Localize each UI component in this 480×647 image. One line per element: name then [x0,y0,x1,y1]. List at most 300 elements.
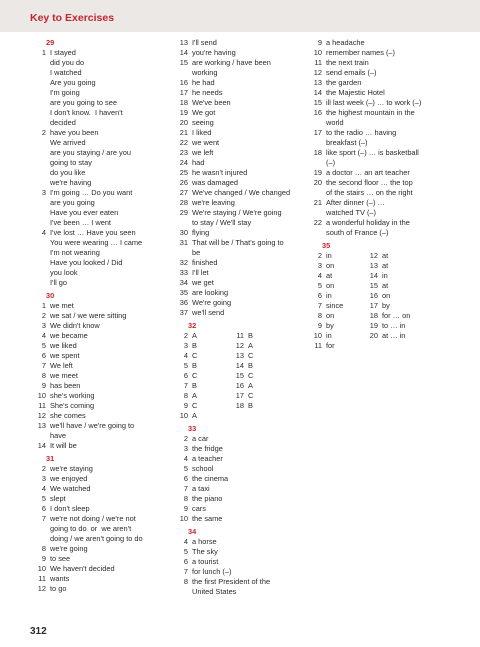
answer-text: by [382,301,390,310]
answer-text: he had [192,78,215,87]
answer-line [34,198,164,208]
answer-text: of the stairs … on the right [326,188,413,197]
answer-text: at [326,271,333,280]
answer-line [34,301,164,311]
answer-text: to see [50,554,71,563]
item-number: 37 [179,308,188,317]
item-number: 5 [41,341,46,350]
item-number: 22 [313,218,322,227]
answer-line [34,381,164,391]
answer-line [34,554,164,564]
answer-line [34,331,164,341]
item-number: 1 [41,48,46,57]
answer-pair [366,271,422,281]
answer-line [310,138,450,148]
answer-text: the next train [326,58,369,67]
item-number: 9 [183,401,188,410]
item-number: 14 [179,48,188,57]
item-number: 21 [313,198,322,207]
item-number: 3 [41,188,46,197]
answer-text: C [248,351,254,360]
answer-text: the garden [326,78,362,87]
item-number: 2 [41,128,46,137]
item-number [34,248,50,258]
item-number: 11 [314,341,322,350]
answer-text: B [248,401,253,410]
answer-line [176,464,308,474]
answer-text: the highest mountain in the [326,108,415,117]
answer-line [34,514,164,524]
answer-pair [366,311,422,321]
item-number: 36 [179,298,188,307]
item-number: 7 [183,484,188,493]
item-number [176,218,192,228]
item-number [34,158,50,168]
answer-line [34,311,164,321]
item-number: 20 [313,178,322,187]
answer-line [176,248,308,258]
answer-text: C [192,401,198,410]
answer-pair [366,321,422,331]
answer-pair [366,331,422,341]
answer-text: I don't sleep [50,504,90,513]
item-number: 13 [235,351,244,360]
item-number: 8 [317,311,322,320]
item-number: 6 [183,371,188,380]
answer-text: I'll send [192,38,217,47]
answer-line [176,88,308,98]
item-number [34,68,50,78]
answer-text: you're having [192,48,236,57]
answer-line [34,584,164,594]
answer-column-1 [34,38,164,594]
item-number: 11 [314,58,322,67]
answer-text: B [192,361,197,370]
answer-text: on [326,281,335,290]
answer-line [176,288,308,298]
exercise-section [176,321,308,421]
answer-grid-right [366,251,422,351]
answer-text: ill last week (–) … to work (–) [326,98,422,107]
item-number [34,98,50,108]
answer-line [176,577,308,587]
item-number [34,108,50,118]
item-number [34,431,50,441]
exercise-number: 31 [46,454,55,463]
answer-line [34,178,164,188]
answer-pair [176,411,232,421]
answer-text: the same [192,514,223,523]
item-number [34,278,50,288]
answer-text: a doctor … an art teacher [326,168,410,177]
answer-text: We've changed / We changed [192,188,291,197]
answer-text: I'm going [50,88,80,97]
answer-text: had [192,158,205,167]
item-number: 18 [179,98,188,107]
answer-line [176,168,308,178]
answer-text: for … on [382,311,411,320]
item-number: 4 [183,454,188,463]
item-number [34,258,50,268]
answer-text: at [382,281,389,290]
item-number [34,208,50,218]
answer-line [176,278,308,288]
answer-pair [176,381,232,391]
exercise-number: 34 [188,527,197,536]
answer-text: for lunch (–) [192,567,232,576]
answer-text: the first President of the [192,577,271,586]
answer-text: I'm not wearing [50,248,100,257]
answer-text: A [192,331,197,340]
answer-text: the fridge [192,444,223,453]
item-number: 13 [313,78,322,87]
answer-line [34,574,164,584]
item-number [310,158,326,168]
item-number: 2 [183,434,188,443]
item-number: 35 [179,288,188,297]
answer-line [176,128,308,138]
item-number: 12 [37,584,46,593]
answer-text: We didn't know [50,321,100,330]
answer-text: we meet [50,371,78,380]
item-number: 10 [313,331,322,340]
answer-line [34,441,164,451]
item-number: 33 [179,268,188,277]
answer-pair [232,351,288,361]
answer-line [310,158,450,168]
item-number: 17 [369,301,378,310]
answer-pair [176,331,232,341]
answer-text: a wonderful holiday in the [326,218,410,227]
item-number: 15 [313,98,322,107]
answer-text: at [382,251,389,260]
answer-text: you look [50,268,78,277]
answer-line [34,494,164,504]
answer-grid-right [232,331,288,421]
item-number: 5 [317,281,322,290]
answer-pair [310,281,366,291]
answer-text: A [192,411,197,420]
item-number [34,88,50,98]
item-number: 20 [369,331,378,340]
item-number: 18 [369,311,378,320]
answer-line [176,557,308,567]
item-number: 13 [369,261,378,270]
item-number: 7 [183,567,188,576]
answer-text: are working / have been [192,58,271,67]
item-number: 6 [183,557,188,566]
item-number: 11 [236,331,244,340]
answer-pair [366,261,422,271]
answer-text: on [382,291,391,300]
answer-text: C [248,391,254,400]
item-number: 7 [317,301,322,310]
item-number: 7 [41,361,46,370]
item-number: 8 [183,494,188,503]
answer-text: did you do [50,58,85,67]
answer-line [310,88,450,98]
answer-text: are looking [192,288,229,297]
answer-text: The sky [192,547,218,556]
item-number: 17 [179,88,188,97]
item-number: 3 [41,474,46,483]
answer-pair [176,401,232,411]
answer-line [176,268,308,278]
answer-text: a taxi [192,484,210,493]
answer-line [34,168,164,178]
answer-text: We're staying / We're going [192,208,282,217]
answer-line [34,208,164,218]
answer-pair [176,361,232,371]
item-number: 5 [183,361,188,370]
item-number [310,228,326,238]
answer-text: for [326,341,335,350]
answer-line [34,421,164,431]
answer-line [34,544,164,554]
item-number [34,534,50,544]
item-number: 12 [313,68,322,77]
answer-text: Are you going [50,78,96,87]
answer-text: We arrived [50,138,86,147]
answer-text: to the radio … having [326,128,397,137]
answer-text: I liked [192,128,212,137]
answer-text: After dinner (–) … [326,198,385,207]
exercise-section [310,38,450,238]
answer-line [34,158,164,168]
answer-line [34,248,164,258]
item-number: 22 [179,138,188,147]
answer-line [176,504,308,514]
answer-text: a horse [192,537,217,546]
answer-line [34,98,164,108]
item-number: 1 [41,301,46,310]
answer-line [34,218,164,228]
answer-line [34,88,164,98]
item-number: 13 [37,421,46,430]
exercise-number: 32 [188,321,197,330]
answer-text: We've been [192,98,231,107]
answer-text: flying [192,228,210,237]
item-number [34,218,50,228]
answer-line [34,128,164,138]
answer-text: do you like [50,168,86,177]
answer-line [176,514,308,524]
item-number: 10 [37,391,46,400]
answer-line [176,454,308,464]
answer-text: like sport (–) … is basketball [326,148,419,157]
item-number: 9 [41,381,46,390]
item-number: 4 [183,537,188,546]
exercise-number: 29 [46,38,55,47]
answer-text: to go [50,584,67,593]
answer-line [176,474,308,484]
item-number: 6 [41,351,46,360]
answer-line [176,228,308,238]
answer-line [176,238,308,248]
answer-line [310,118,450,128]
answer-text: United States [192,587,237,596]
answer-line [34,188,164,198]
answer-pair [310,251,366,261]
page-header [0,0,480,32]
answer-text: a headache [326,38,365,47]
item-number: 15 [369,281,378,290]
answer-text: a car [192,434,209,443]
answer-text: cars [192,504,206,513]
answer-text: we'll send [192,308,225,317]
exercise-section [176,38,308,318]
item-number: 5 [41,494,46,503]
answer-text: breakfast (–) [326,138,368,147]
answer-pair [366,291,422,301]
item-number: 15 [235,371,244,380]
answer-text: finished [192,258,218,267]
item-number: 5 [183,464,188,473]
item-number: 2 [41,464,46,473]
item-number [34,524,50,534]
answer-grid-left [176,331,232,421]
answer-pair [232,391,288,401]
answer-line [34,238,164,248]
answer-pair [176,391,232,401]
answer-text: we enjoyed [50,474,88,483]
answer-line [176,148,308,158]
item-number: 2 [41,311,46,320]
item-number: 28 [179,198,188,207]
answer-text: We're going [192,298,232,307]
item-number: 9 [183,504,188,513]
page-title: Key to Exercises [30,12,115,24]
answer-line [34,484,164,494]
answer-text: We haven't decided [50,564,115,573]
answer-text: was damaged [192,178,239,187]
item-number: 5 [183,547,188,556]
item-number [34,148,50,158]
answer-column-2 [176,38,308,597]
answer-line [34,361,164,371]
answer-grid-left [310,251,366,351]
item-number [34,178,50,188]
answer-grid [310,251,450,351]
answer-text: C [192,371,198,380]
item-number [176,248,192,258]
answer-text: slept [50,494,66,503]
item-number: 26 [179,178,188,187]
item-number: 14 [313,88,322,97]
item-number: 16 [369,291,378,300]
item-number: 11 [38,574,46,583]
item-number: 8 [183,577,188,586]
answer-line [34,48,164,58]
answer-text: on [326,311,335,320]
answer-line [176,48,308,58]
answer-pair [176,341,232,351]
answer-line [176,444,308,454]
answer-text: You were wearing … I came [50,238,143,247]
exercise-section [176,424,308,524]
answer-text: Have you looked / Did [50,258,123,267]
exercise-section [34,38,164,288]
item-number: 6 [317,291,322,300]
answer-text: at … in [382,331,406,340]
answer-text: the Majestic Hotel [326,88,385,97]
answer-text: we became [50,331,88,340]
answer-text: That will be / That's going to [192,238,284,247]
answer-text: A [248,381,253,390]
item-number: 10 [179,411,188,420]
answer-line [176,58,308,68]
answer-text: she's working [50,391,95,400]
answer-line [310,178,450,188]
page-number: 312 [30,626,47,637]
answer-text: have you been [50,128,99,137]
answer-line [176,108,308,118]
answer-text: in [382,271,388,280]
item-number: 3 [183,341,188,350]
answer-pair [366,301,422,311]
item-number: 10 [179,514,188,523]
answer-line [310,228,450,238]
answer-text: we're having [50,178,92,187]
answer-line [34,504,164,514]
answer-text: the cinema [192,474,229,483]
answer-line [310,48,450,58]
answer-text: It will be [50,441,77,450]
item-number: 19 [313,168,322,177]
answer-text: she comes [50,411,86,420]
answer-line [310,68,450,78]
item-number: 16 [313,108,322,117]
answer-line [176,308,308,318]
answer-text: send emails (–) [326,68,377,77]
answer-line [176,208,308,218]
answer-pair [310,271,366,281]
answer-text: going to do or we aren't [50,524,132,533]
answer-line [310,148,450,158]
answer-line [34,68,164,78]
answer-text: We watched [50,484,91,493]
answer-pair [232,341,288,351]
answer-text: I don't know. I haven't [50,108,123,117]
answer-line [310,168,450,178]
item-number: 17 [313,128,322,137]
item-number: 23 [179,148,188,157]
item-number: 3 [317,261,322,270]
answer-line [176,78,308,88]
answer-line [176,98,308,108]
item-number [310,138,326,148]
item-number [34,138,50,148]
item-number: 7 [183,381,188,390]
answer-pair [232,381,288,391]
answer-text: we liked [50,341,77,350]
item-number: 16 [179,78,188,87]
answer-line [34,138,164,148]
item-number: 4 [183,351,188,360]
item-number: 21 [179,128,188,137]
answer-pair [232,331,288,341]
answer-line [176,587,308,597]
item-number: 10 [37,564,46,573]
answer-text: at [382,261,389,270]
item-number [34,198,50,208]
answer-text: are you going to see [50,98,117,107]
answer-line [176,218,308,228]
answer-pair [176,351,232,361]
answer-pair [310,321,366,331]
answer-text: I watched [50,68,82,77]
answer-text: we went [192,138,220,147]
